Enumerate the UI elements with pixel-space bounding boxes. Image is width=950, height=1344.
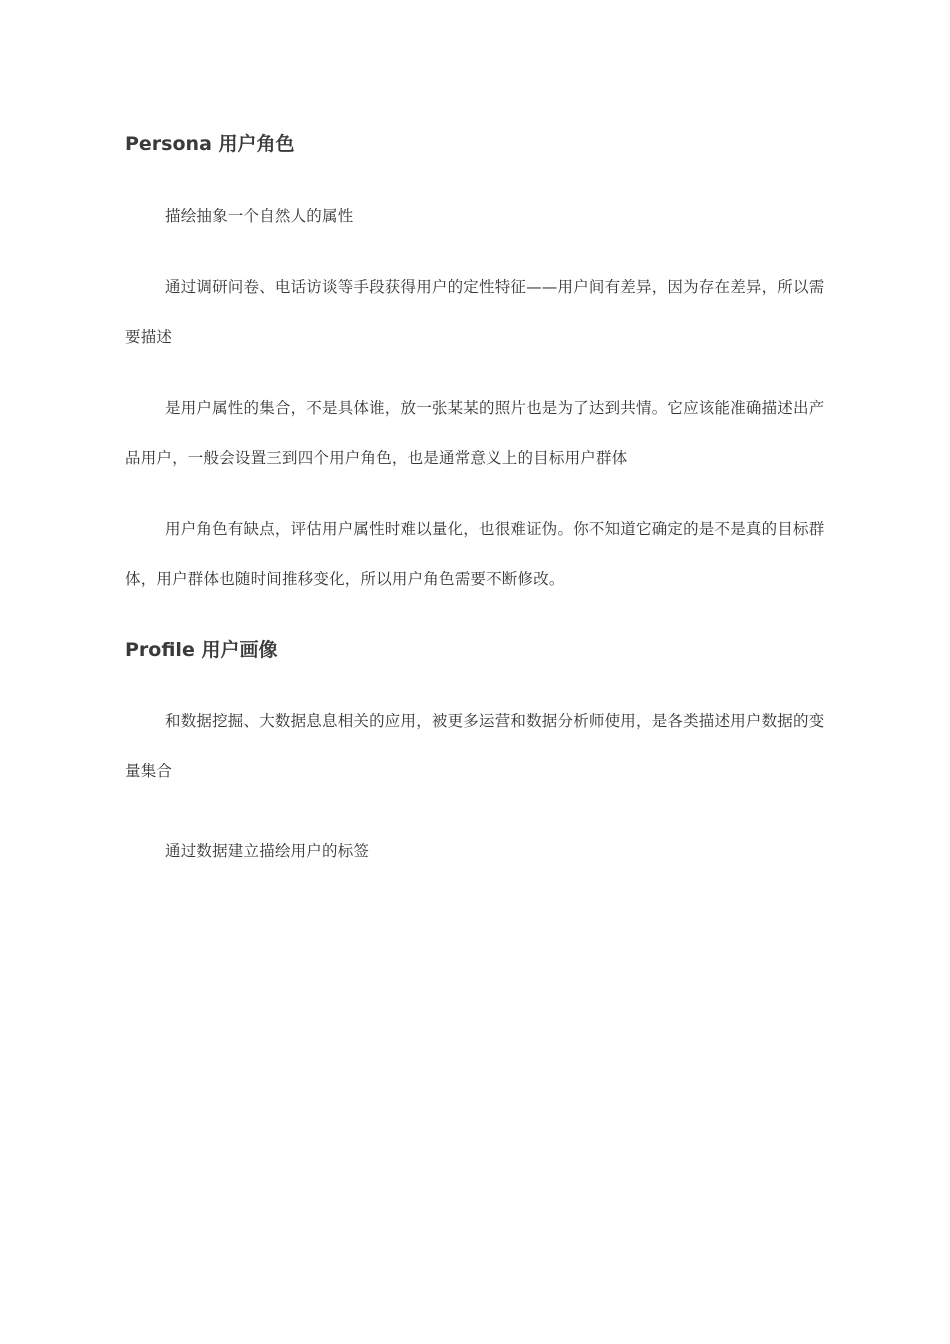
- section-heading-persona: Persona 用户角色: [125, 133, 295, 155]
- paragraph: 是用户属性的集合，不是具体谁，放一张某某的照片也是为了达到共情。它应该能准确描述出产品用户，一般会设置三到四个用户角色，也是通常意义上的目标用户群体: [125, 399, 825, 467]
- section-heading-profile: Profile 用户画像: [125, 639, 278, 661]
- paragraph: 通过数据建立描绘用户的标签: [165, 842, 370, 860]
- paragraph: 描绘抽象一个自然人的属性: [165, 207, 354, 225]
- paragraph: 通过调研问卷、电话访谈等手段获得用户的定性特征——用户间有差异，因为存在差异，所以需要描述: [125, 278, 825, 346]
- paragraph: 和数据挖掘、大数据息息相关的应用，被更多运营和数据分析师使用，是各类描述用户数据的变量集合: [125, 712, 825, 780]
- paragraph: 用户角色有缺点，评估用户属性时难以量化，也很难证伪。你不知道它确定的是不是真的目标群体，用户群体也随时间推移变化，所以用户角色需要不断修改。: [125, 520, 825, 588]
